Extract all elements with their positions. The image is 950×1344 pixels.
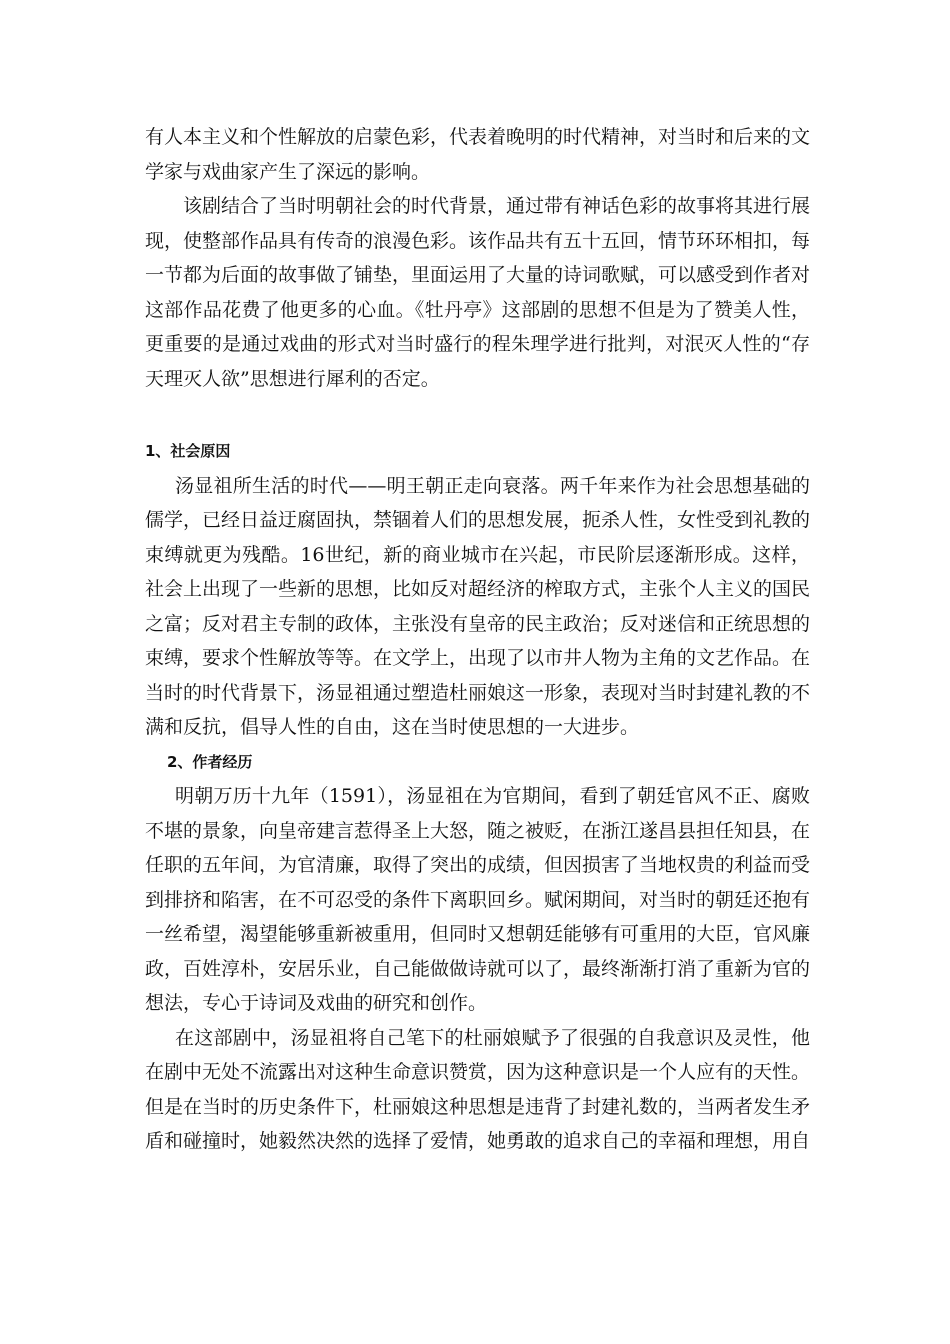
paragraph-drama-background: 该剧结合了当时明朝社会的时代背景，通过带有神话色彩的故事将其进行展现，使整部作品具有传奇的浪漫色彩。该作品共有五十五回，情节环环相扣，每一节都为后面的故事做了铺垫，里面运用了大量的诗词歌赋，可以感受到作者对这部作品花费了他更多的心血。《牡丹亭》这部剧的思想不但是为了赞美人性，更重要的是通过戏曲的形式对当时盛行的程朱理学进行批判，对泯灭人性的“存天理灭人欲”思想进行犀利的否定。	[145, 195, 811, 390]
paragraph-continuation: 有人本主义和个性解放的启蒙色彩，代表着晚明的时代精神，对当时和后来的文学家与戏曲家产生了深远的影响。	[145, 126, 811, 183]
paragraph-character-analysis: 在这部剧中，汤显祖将自己笔下的杜丽娘赋予了很强的自我意识及灵性，他在剧中无处不流露出对这种生命意识赞赏，因为这种意识是一个人应有的天性。但是在当时的历史条件下，杜丽娘这种思想是违背了封建礼数的，当两者发生矛盾和碰撞时，她毅然决然的选择了爱情，她勇敢的追求自己的幸福和理想，用自	[145, 1026, 811, 1152]
section-heading-author-experience: 2、作者经历	[167, 752, 253, 771]
section-heading-social-reasons: 1、社会原因	[145, 442, 231, 460]
paragraph-author-experience: 明朝万历十九年（1591），汤显祖在为官期间，看到了朝廷官风不正、腐败不堪的景象，向皇帝建言惹得圣上大怒，随之被贬，在浙江遂昌县担任知县，在任职的五年间，为官清廉，取得了突出的成绩，但因损害了当地权贵的利益而受到排挤和陷害，在不可忍受的条件下离职回乡。赋闲期间，对当时的朝廷还抱有一丝希望，渴望能够重新被重用，但同时又想朝廷能够有可重用的大臣，官风廉政，百姓淳朴，安居乐业，自己能做做诗就可以了，最终渐渐打消了重新为官的想法，专心于诗词及戏曲的研究和创作。	[145, 785, 811, 1014]
paragraph-social-reasons: 汤显祖所生活的时代——明王朝正走向衰落。两千年来作为社会思想基础的儒学，已经日益迂腐固执，禁锢着人们的思想发展，扼杀人性，女性受到礼教的束缚就更为残酷。16世纪，新的商业城市在兴起，市民阶层逐渐形成。这样，社会上出现了一些新的思想，比如反对超经济的榨取方式，主张个人主义的国民之富；反对君主专制的政体，主张没有皇帝的民主政治；反对迷信和正统思想的束缚，要求个性解放等等。在文学上，出现了以市井人物为主角的文艺作品。在当时的时代背景下，汤显祖通过塑造杜丽娘这一形象，表现对当时封建礼教的不满和反抗，倡导人性的自由，这在当时使思想的一大进步。	[145, 474, 811, 738]
document-body	[145, 120, 810, 1159]
